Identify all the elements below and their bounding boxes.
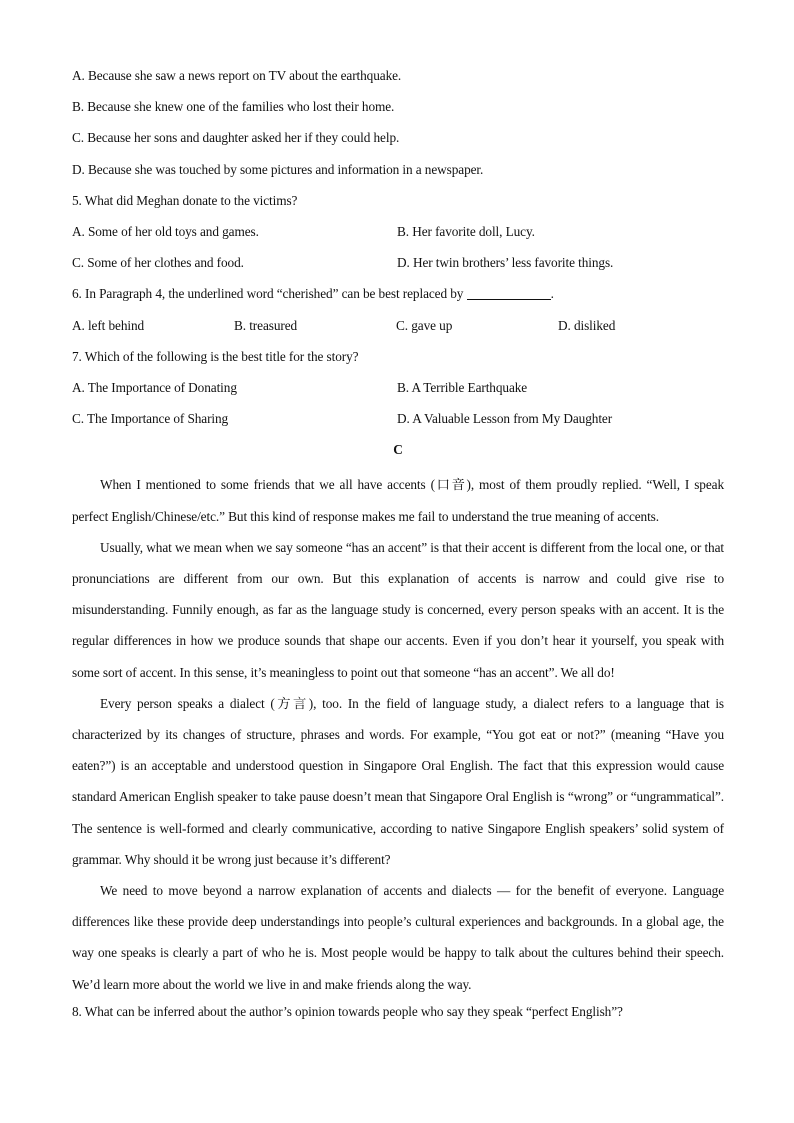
q7-option-d: D. A Valuable Lesson from My Daughter — [397, 411, 613, 427]
q7-option-b: B. A Terrible Earthquake — [397, 379, 528, 395]
exam-page — [72, 64, 724, 1031]
q4-option-d: D. Because she was touched by some pictures and information in a newspaper. — [72, 161, 484, 177]
passage-paragraph-2: Usually, what we mean when we say someone “has an accent” is that their accent is different from the local one, or that pronunciations are different from our own. But this explanation of accents is narrow and could give rise to misunderstanding. Funnily enough, as far as the language study is concerned, every person speaks with an accent. It is the regular differences in how we produce sounds that shape our accents. Even if you don’t hear it yourself, you speak with some sort of accent. In this sense, it’s meaningless to point out that someone “has an accent”. We all do! — [72, 539, 724, 680]
q5-option-a: A. Some of her old toys and games. — [72, 223, 259, 239]
q5-options-row-2 — [72, 251, 724, 282]
q8-stem: 8. What can be inferred about the author’s opinion towards people who say they speak “perfect English”? — [72, 1003, 623, 1019]
q7-options-row-2 — [72, 407, 724, 438]
q7-stem: 7. Which of the following is the best title for the story? — [72, 348, 359, 364]
q5-option-c: C. Some of her clothes and food. — [72, 255, 244, 271]
q6-stem-end: . — [550, 286, 554, 302]
q5-options-row-1 — [72, 220, 724, 251]
passage-paragraph-3: Every person speaks a dialect (方言), too. In the field of language study, a dialect refers to a language that is characterized by its changes of structure, phrases and words. For example, “You got eat or not?” (meaning “Have you eaten?”) is an acceptable and understood question in Singapore Oral English. The fact that this expression would cause standard American English speaker to take pause doesn’t mean that Singapore Oral English is “wrong” or “ungrammatical”. The sentence is well-formed and clearly communicative, according to native Singapore English speakers’ solid system of grammar. Why should it be wrong just because it’s different? — [72, 695, 724, 867]
q6-stem-text: 6. In Paragraph 4, the underlined word “cherished” can be best replaced by — [72, 286, 467, 302]
q6-option-b: B. treasured — [234, 317, 298, 333]
q4-option-a: A. Because she saw a news report on TV about the earthquake. — [72, 68, 402, 83]
q6-stem — [72, 282, 724, 313]
q6-option-c: C. gave up — [396, 317, 453, 333]
q4-option-c: C. Because her sons and daughter asked her if they could help. — [72, 130, 400, 146]
q6-options-row — [72, 314, 724, 345]
q7-option-c: C. The Importance of Sharing — [72, 411, 229, 427]
answer-blank — [467, 285, 551, 300]
q5-option-d: D. Her twin brothers’ less favorite things. — [397, 255, 614, 271]
q6-option-d: D. disliked — [558, 317, 616, 333]
q4-option-b: B. Because she knew one of the families who lost their home. — [72, 99, 395, 115]
section-heading: C — [393, 442, 403, 458]
q7-option-a: A. The Importance of Donating — [72, 379, 237, 395]
q6-option-a: A. left behind — [72, 317, 145, 333]
q5-option-b: B. Her favorite doll, Lucy. — [397, 223, 535, 239]
q5-stem: 5. What did Meghan donate to the victims? — [72, 192, 298, 208]
passage-paragraph-4: We need to move beyond a narrow explanation of accents and dialects — for the benefit of everyone. Language differences like these provide deep understandings into people’s cultural experiences and backgrounds. In a global age, the way one speaks is clearly a part of who he is. Most people would be happy to talk about the cultures behind their speech. We’d learn more about the world we live in and make friends along the way. — [72, 883, 724, 992]
passage-paragraph-1: When I mentioned to some friends that we all have accents (口音), most of them proudly replied. “Well, I speak perfect English/Chinese/etc.” But this kind of response makes me fail to understand the true meaning of accents. — [72, 477, 724, 524]
q7-options-row-1 — [72, 376, 724, 407]
